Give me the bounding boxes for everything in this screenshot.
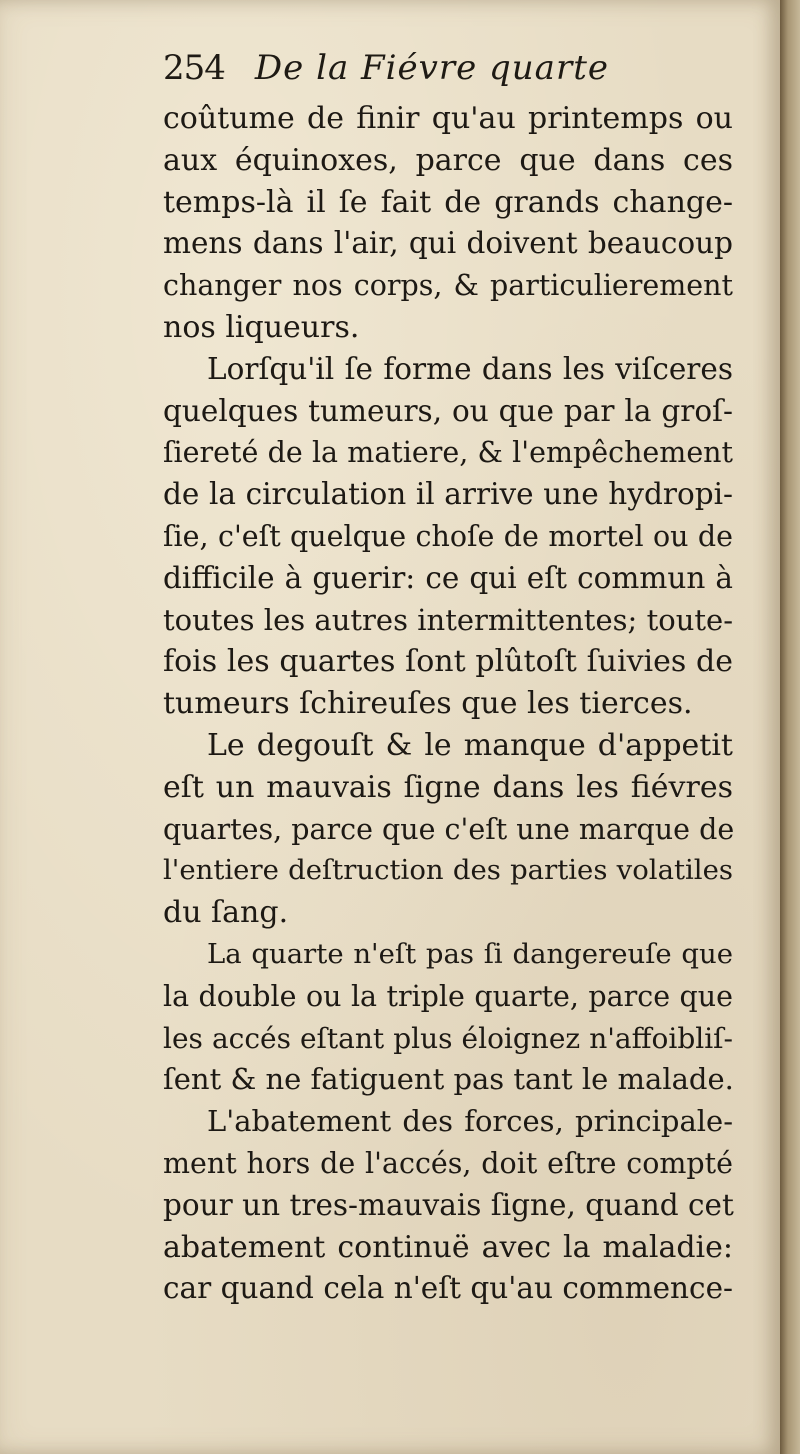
text-line: les accés eſtant plus éloignez n'affoibliſ- [163, 1021, 733, 1055]
text-line: quartes, parce que c'eſt une marque de [163, 812, 735, 846]
text-line: mens dans l'air, qui doivent beaucoup [163, 226, 733, 261]
text-line: Le degouſt & le manque d'appetit [207, 727, 733, 763]
text-line: fois les quartes ſont plûtoſt ſuivies de [163, 644, 733, 680]
text-line: difficile à guerir: ce qui eſt commun à [163, 560, 733, 595]
text-line: eſt un mauvais ſigne dans les fiévres [163, 769, 733, 805]
text-line: L'abatement des forces, principale- [207, 1104, 733, 1139]
page-header [163, 48, 609, 88]
text-line: l'entiere deſtruction des parties volatiles [163, 854, 733, 887]
text-line: La quarte n'eſt pas ſi dangereuſe que [207, 937, 733, 970]
text-line: coûtume de finir qu'au printemps ou [163, 101, 733, 136]
text-line: aux équinoxes, parce que dans ces [163, 142, 733, 178]
text-line: ſie, c'eſt quelque choſe de mortel ou de [163, 519, 733, 553]
text-line: changer nos corps, & particulierement [163, 269, 733, 303]
running-title: De la Fiévre quarte [254, 48, 609, 88]
text-line: du ſang. [163, 895, 289, 931]
text-line: ment hors de l'accés, doit eſtre compté [163, 1146, 733, 1180]
text-line: la double ou la triple quarte, parce que [163, 979, 733, 1013]
text-line: toutes les autres intermittentes; toute- [163, 602, 733, 637]
body-text [163, 98, 733, 1310]
page-edge [780, 0, 800, 1454]
text-line: ſent & ne fatiguent pas tant le malade. [163, 1062, 734, 1097]
text-line: abatement continuë avec la maladie: [163, 1229, 733, 1265]
text-line: pour un tres-mauvais ſigne, quand cet [163, 1187, 734, 1222]
text-line: de la circulation il arrive une hydropi- [163, 477, 733, 512]
page-number: 254 [163, 48, 225, 88]
text-line: Lorſqu'il ſe forme dans les viſceres [207, 351, 733, 386]
text-line: tumeurs ſchireuſes que les tierces. [163, 686, 693, 722]
text-line: ſiereté de la matiere, & l'empêchement [163, 436, 733, 470]
text-line: temps-là il ſe fait de grands change- [163, 184, 733, 220]
text-line: car quand cela n'eſt qu'au commence- [163, 1271, 734, 1306]
text-line: quelques tumeurs, ou que par la groſ- [163, 393, 733, 428]
text-line: nos liqueurs. [163, 309, 360, 345]
